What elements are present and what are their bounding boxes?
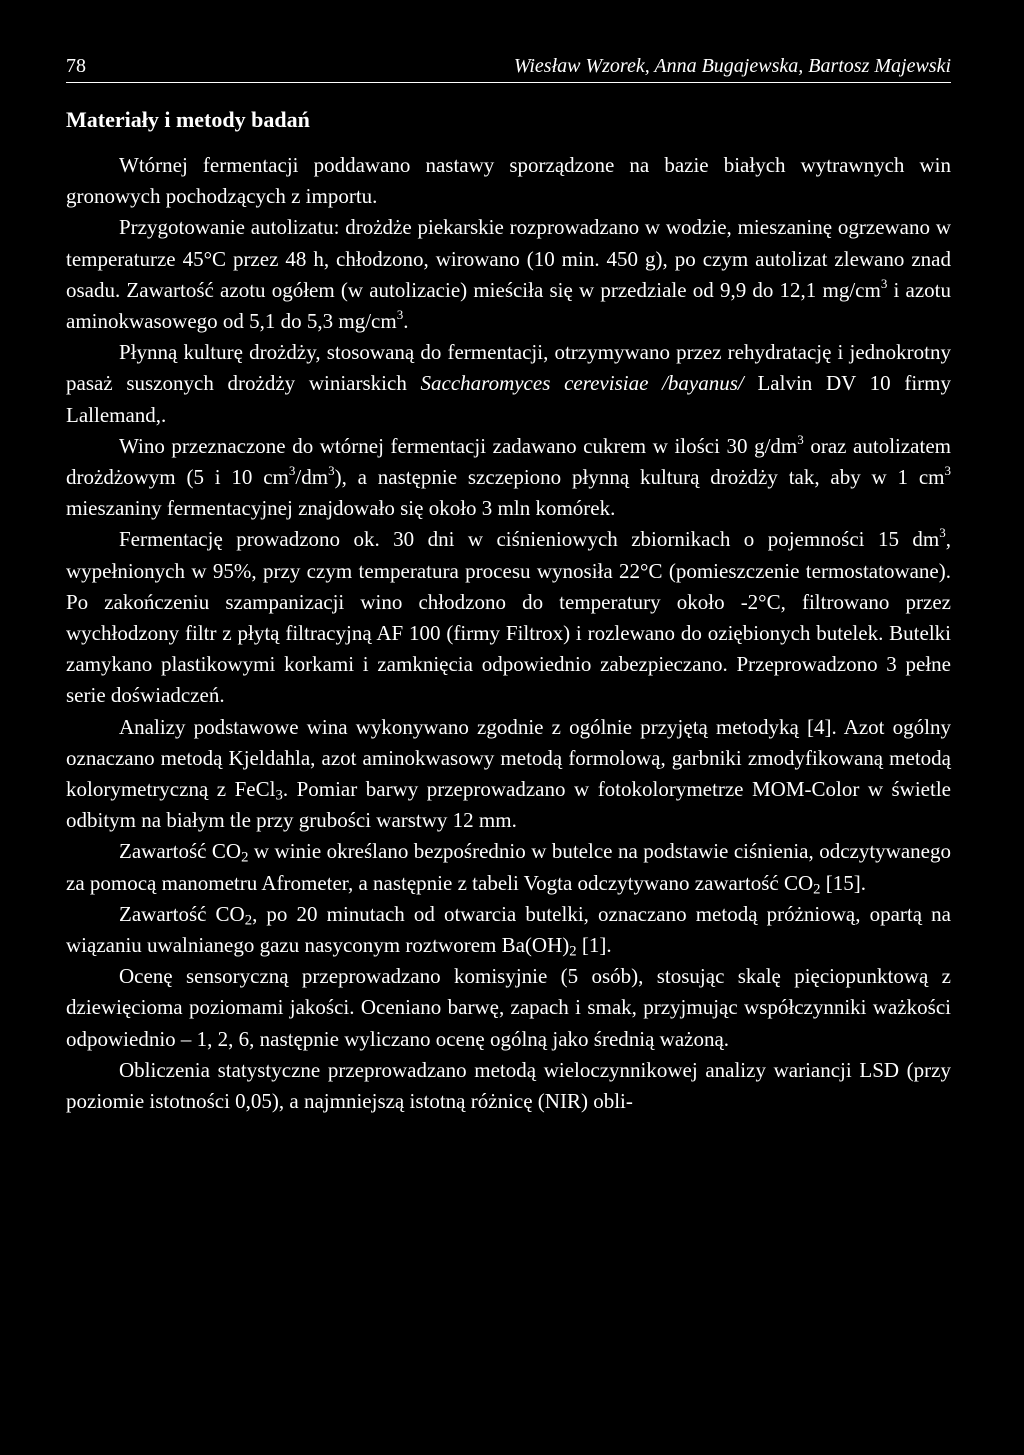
section-title: Materiały i metody badań [66, 107, 310, 132]
paragraph-statistics: Obliczenia statystyczne przeprowadzano metodą wieloczynnikowej analizy wariancji LSD (przy poziomie istotności 0,05), a najmniejszą istotną różnicę (NIR) obli- [66, 1057, 951, 1114]
running-header [66, 52, 951, 83]
subscript-2: 2 [244, 912, 253, 929]
article-body [66, 150, 951, 1117]
paragraph-fermentation: Fermentację prowadzono ok. 30 dni w ciśnieniowych zbiornikach o pojemności 15 $dm^3$, wypełnionych w 95%, przy czym temperatura procesu wynosiła 22°C (pomieszczenie termostatowane). Po zakończeniu szampanizacji wino chłodzono do temperatury około -2°C, filtrowano przez wychłodzony filtr z płytą filtracyjną AF 100 (firmy Filtrox) i rozlewano do oziębionych butelek. Butelki zamykano plastikowymi korkami i zamknięcia odpowiednio zabezpieczano. Przeprowadzono 3 pełne serie doświadczeń. [66, 525, 951, 708]
superscript-3: 3 [288, 463, 296, 479]
subscript-2: 2 [813, 881, 821, 898]
paragraph-autolysate: Przygotowanie autolizatu: drożdże piekarskie rozprowadzano w wodzie, mieszaninę ogrzewano w temperaturze 45°C przez 48 h, chłodzono, wirowano (10 min. 450 g), po czym autolizat zlewano znad osadu. Zawartość azotu ogółem (w autolizacie) mieściła się w przedziale od 9,9 do 12,1 $mg/cm^3$ i azotu aminokwasowego od 5,1 do 5,3 $mg/cm^3$. [66, 215, 951, 334]
superscript-3: 3 [944, 463, 951, 479]
superscript-3: 3 [880, 275, 888, 291]
species-name: Saccharomyces cerevisiae /bayanus/ [420, 371, 744, 396]
page-number: 78 [66, 55, 86, 77]
paragraph-wine-dosing: Wino przeznaczone do wtórnej fermentacji zadawano cukrem w ilości 30 $g/dm^3$ oraz autolizatem drożdżowym (5 i 10 $cm^3/dm^3$), a następnie szczepiono płynną kulturą drożdży tak, aby w 1 $cm^3$ mieszaniny fermentacyjnej znajdowało się około 3 mln komórek. [66, 431, 951, 521]
paragraph-co2-bottle: Zawartość $CO_2$ w winie określano bezpośrednio w butelce na podstawie ciśnienia, odczytywanego za pomocą manometru Afrometer, a następnie z tabeli Vogta odczytywano zawartość $CO_2$ [15]. [66, 839, 951, 898]
paragraph-co2-vacuum: Zawartość $CO_2$, po 20 minutach od otwarcia butelki, oznaczano metodą próżniową, opartą na wiązaniu uwalnianego gazu nasyconym roztworem $Ba(OH)_2$ [1]. [66, 901, 951, 960]
running-authors: Wiesław Wzorek, Anna Bugajewska, Bartosz Majewski [513, 55, 951, 77]
paragraph-secondary-fermentation: Wtórnej fermentacji poddawano nastawy sporządzone na bazie białych wytrawnych win gronowych pochodzących z importu. [66, 153, 951, 209]
superscript-3: 3 [797, 431, 804, 447]
paragraph-yeast-culture: Płynną kulturę drożdży, stosowaną do fermentacji, otrzymywano przez rehydratację i jednokrotny pasaż suszonych drożdży winiarskich Saccharomyces cerevisiae /bayanus/ Lalvin DV 10 firmy Lallemand,. [66, 340, 951, 427]
superscript-3: 3 [396, 307, 404, 323]
paragraph-sensory: Ocenę sensoryczną przeprowadzano komisyjnie (5 osób), stosując skalę pięciopunktową z dziewięcioma poziomami jakości. Oceniano barwę, zapach i smak, przyjmując współczynniki ważkości odpowiednio – 1, 2, 6, następnie wyliczano ocenę ogólną jako średnią ważoną. [66, 964, 951, 1051]
superscript-3: 3 [328, 463, 335, 479]
subscript-3: 3 [275, 787, 283, 804]
subscript-2: 2 [569, 943, 577, 960]
paragraph-basic-analyses: Analizy podstawowe wina wykonywano zgodnie z ogólnie przyjętą metodyką [4]. Azot ogólny oznaczano metodą Kjeldahla, azot aminokwasowy metodą formolową, garbniki zmodyfikowaną metodą kolorymetryczną z FeCl$_3$. Pomiar barwy przeprowadzano w fotokolorymetrze MOM-Color w świetle odbitym na białym tle przy grubości warstwy 12 mm. [66, 714, 951, 833]
superscript-3: 3 [939, 525, 946, 541]
page [66, 52, 951, 1117]
subscript-2: 2 [241, 850, 249, 867]
